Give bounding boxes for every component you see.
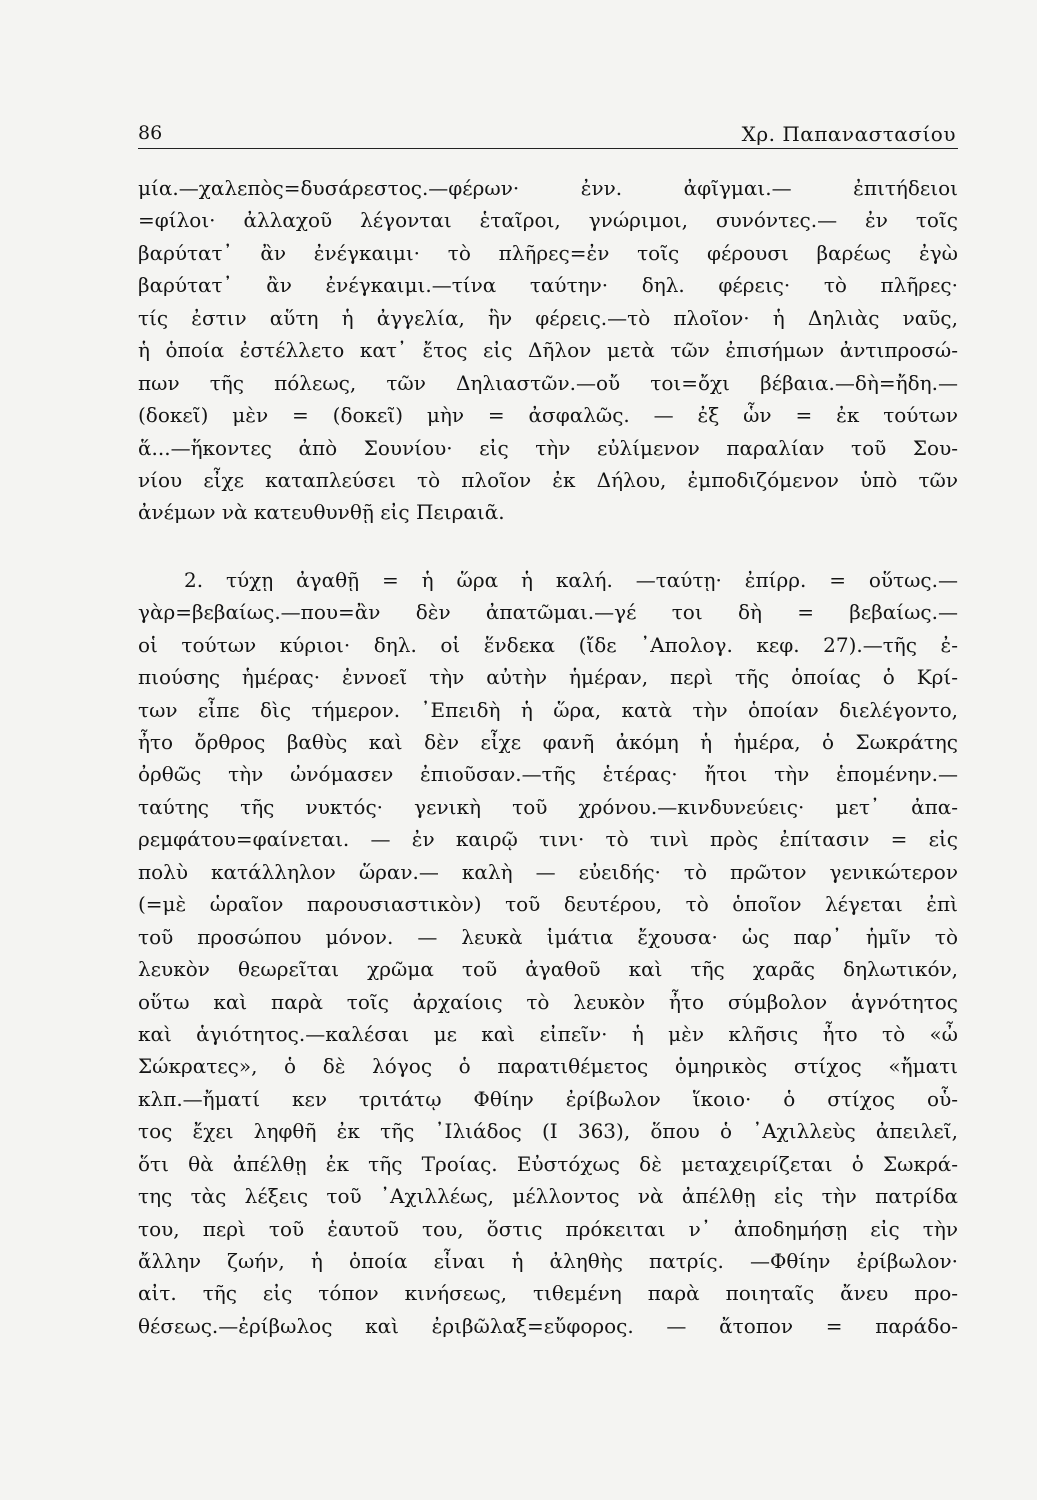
text-line: γὰρ=βεβαίως.—που=ἂν δὲν ἀπατῶμαι.—γέ τοι δὴ = βεβαίως.—	[138, 600, 958, 625]
text-line: ἡ ὁποία ἐστέλλετο κατ᾽ ἔτος εἰς Δῆλον μετὰ τῶν ἐπισήμων ἀντιπροσώ-	[138, 338, 958, 363]
text-line: τίς ἐστιν αὕτη ἡ ἀγγελία, ἣν φέρεις.—τὸ πλοῖον· ἡ Δηλιὰς ναῦς,	[138, 305, 958, 330]
commentary-paragraph-1	[138, 172, 958, 529]
text-line: ὀρθῶς τὴν ὠνόμασεν ἐπιοῦσαν.—τῆς ἑτέρας· ἤτοι τὴν ἑπομένην.—	[138, 762, 958, 787]
text-line: =φίλοι· ἀλλαχοῦ λέγονται ἑταῖροι, γνώριμοι, συνόντες.— ἐν τοῖς	[138, 208, 958, 233]
text-line: τοῦ προσώπου μόνον. — λευκὰ ἱμάτια ἔχουσα· ὡς παρ᾽ ἡμῖν τὸ	[138, 924, 958, 949]
text-line: ὅτι θὰ ἀπέλθῃ ἐκ τῆς Τροίας. Εὐστόχως δὲ μεταχειρίζεται ὁ Σωκρά-	[138, 1151, 958, 1176]
text-line: (=μὲ ὡραῖον παρουσιαστικὸν) τοῦ δευτέρου, τὸ ὁποῖον λέγεται ἐπὶ	[138, 892, 958, 917]
page-number: 86	[138, 122, 163, 144]
text-line: του, περὶ τοῦ ἑαυτοῦ του, ὅστις πρόκειται ν᾽ ἀποδημήσῃ εἰς τὴν	[138, 1216, 958, 1241]
text-line: βαρύτατ᾽ ἂν ἐνέγκαιμι.—τίνα ταύτην· δηλ. φέρεις· τὸ πλῆρες·	[138, 273, 958, 298]
text-line: πιούσης ἡμέρας· ἐννοεῖ τὴν αὐτὴν ἡμέραν, περὶ τῆς ὁποίας ὁ Κρί-	[138, 665, 958, 690]
text-line: οὕτω καὶ παρὰ τοῖς ἀρχαίοις τὸ λευκὸν ἦτο σύμβολον ἁγνότητος	[138, 989, 958, 1014]
text-line: θέσεως.—ἐρίβωλος καὶ ἐριβῶλαξ=εὔφορος. — ἄτοπον = παράδο-	[138, 1313, 958, 1338]
text-line: Σώκρατες», ὁ δὲ λόγος ὁ παρατιθέμετος ὁμηρικὸς στίχος «ἤματι	[138, 1054, 958, 1079]
text-line: μία.—χαλεπὸς=δυσάρεστος.—φέρων· ἐνν. ἀφῖγμαι.— ἐπιτήδειοι	[138, 176, 958, 200]
text-line: ἅ...—ἥκοντες ἀπὸ Σουνίου· εἰς τὴν εὐλίμενον παραλίαν τοῦ Σου-	[138, 435, 958, 460]
text-line: αἰτ. τῆς εἰς τόπον κινήσεως, τιθεμένη παρὰ ποιηταῖς ἄνευ προ-	[138, 1281, 958, 1306]
text-line: οἱ τούτων κύριοι· δηλ. οἱ ἕνδεκα (ἴδε ᾿Απολογ. κεφ. 27).—τῆς ἐ-	[138, 632, 958, 657]
text-line: νίου εἶχε καταπλεύσει τὸ πλοῖον ἐκ Δήλου, ἐμποδιζόμενον ὑπὸ τῶν	[138, 467, 958, 492]
text-line: πολὺ κατάλληλον ὥραν.— καλὴ — εὐειδής· τὸ πρῶτον γενικώτερον	[138, 859, 958, 884]
text-line: βαρύτατ᾽ ἂν ἐνέγκαιμι· τὸ πλῆρες=ἐν τοῖς φέρουσι βαρέως ἐγὼ	[138, 240, 958, 265]
text-line: ἀνέμων νὰ κατευθυνθῇ εἰς Πειραιᾶ.	[138, 500, 505, 525]
text-line: πων τῆς πόλεως, τῶν Δηλιαστῶν.—οὔ τοι=ὄχι βέβαια.—δὴ=ἤδη.—	[138, 370, 958, 395]
text-line: λευκὸν θεωρεῖται χρῶμα τοῦ ἀγαθοῦ καὶ τῆς χαρᾶς δηλωτικόν,	[138, 957, 958, 982]
page-body	[138, 172, 958, 1342]
text-line: ἄλλην ζωήν, ἡ ὁποία εἶναι ἡ ἀληθὴς πατρίς. —Φθίην ἐρίβωλον·	[138, 1249, 958, 1273]
text-line: της τὰς λέξεις τοῦ ᾿Αχιλλέως, μέλλοντος νὰ ἀπέλθῃ εἰς τὴν πατρίδα	[138, 1184, 958, 1209]
text-line: καὶ ἁγιότητος.—καλέσαι με καὶ εἰπεῖν· ἡ μὲν κλῆσις ἦτο τὸ «ὦ	[138, 1021, 958, 1046]
paragraph-gap	[138, 529, 958, 564]
text-line: ταύτης τῆς νυκτός· γενικὴ τοῦ χρόνου.—κινδυνεύεις· μετ᾽ ἀπα-	[138, 794, 958, 819]
text-line: 2. τύχῃ ἀγαθῇ = ἡ ὥρα ἡ καλή. —ταύτῃ· ἐπίρρ. = οὕτως.—	[184, 567, 958, 592]
text-line: ρεμφάτου=φαίνεται. — ἐν καιρῷ τινι· τὸ τινὶ πρὸς ἐπίτασιν = εἰς	[138, 827, 958, 852]
text-line: κλπ.—ἤματί κεν τριτάτῳ Φθίην ἐρίβωλον ἵκοιο· ὁ στίχος οὗ-	[138, 1086, 958, 1111]
text-line: (δοκεῖ) μὲν = (δοκεῖ) μὴν = ἀσφαλῶς. — ἐξ ὧν = ἐκ τούτων	[138, 403, 958, 428]
page-header	[138, 120, 958, 149]
running-head: Χρ. Παπαναστασίου	[741, 122, 956, 146]
text-line: ἦτο ὄρθρος βαθὺς καὶ δὲν εἶχε φανῆ ἀκόμη ἡ ἡμέρα, ὁ Σωκράτης	[138, 730, 958, 754]
text-line: τος ἔχει ληφθῆ ἐκ τῆς ᾿Ιλιάδος (Ι 363), ὅπου ὁ ᾿Αχιλλεὺς ἀπειλεῖ,	[138, 1119, 958, 1144]
commentary-paragraph-2	[138, 564, 958, 1343]
text-line: των εἶπε δὶς τήμερον. ᾿Επειδὴ ἡ ὥρα, κατὰ τὴν ὁποίαν διελέγοντο,	[138, 697, 958, 722]
